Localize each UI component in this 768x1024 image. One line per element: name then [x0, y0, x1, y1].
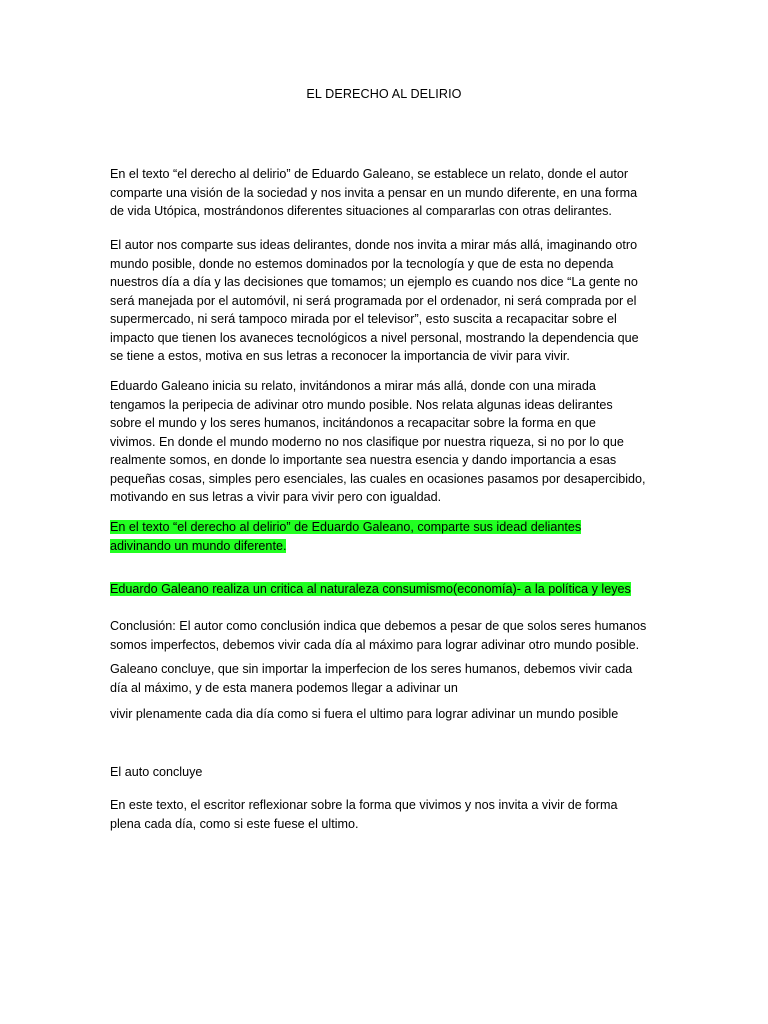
text-line: realmente somos, en donde lo importante sea nuestra esencia y dando importancia a esas [110, 453, 617, 467]
text-line: pequeñas cosas, simples pero esenciales, las cuales en ocasiones pasamos por desapercibido, [110, 471, 646, 486]
paragraph-8 [110, 705, 618, 724]
text-line: En el texto “el derecho al delirio” de Eduardo Galeano, se establece un relato, donde el autor [110, 167, 629, 181]
text-line: tengamos la peripecia de adivinar otro mundo posible. Nos relata algunas ideas delirantes [110, 397, 613, 412]
text-line: impacto que tienen los avaneces tecnológicos a nivel personal, mostrando la dependencia que [110, 330, 639, 345]
paragraph-3 [110, 377, 646, 507]
text-line: El auto concluye [110, 765, 203, 779]
text-line: El autor nos comparte sus ideas delirantes, donde nos invita a mirar más allá, imaginando otro [110, 238, 638, 252]
text-line: mundo posible, donde no estemos dominados por la tecnología y que de esta no dependa [110, 256, 614, 271]
highlighted-paragraph-2 [110, 580, 631, 599]
text-line: comparte una visión de la sociedad y nos invita a pensar en un mundo diferente, en una forma [110, 185, 638, 200]
text-line: Conclusión: El autor como conclusión indica que debemos a pesar de que solos seres humanos [110, 619, 647, 633]
text-line: día al máximo, y de esta manera podemos llegar a adivinar un [110, 680, 458, 695]
text-line: plena cada día, como si este fuese el ultimo. [110, 816, 359, 831]
conclusion-paragraph [110, 617, 646, 654]
paragraph-1 [110, 165, 670, 221]
highlighted-text: adivinando un mundo diferente. [110, 538, 287, 553]
paragraph-7 [110, 660, 632, 697]
paragraph-9 [110, 763, 202, 782]
text-line: supermercado, ni será tampoco mirada por el televisor”, esto suscita a recapacitar sobre el [110, 312, 617, 326]
text-line: Galeano concluye, que sin importar la imperfecion de los seres humanos, debemos vivir cada [110, 662, 633, 676]
highlighted-text: Eduardo Galeano realiza un critica al naturaleza consumismo(economía)- a la política y leyes [110, 582, 631, 596]
text-line: En este texto, el escritor reflexionar sobre la forma que vivimos y nos invita a vivir de forma [110, 798, 618, 812]
paragraph-2 [110, 236, 639, 366]
highlighted-paragraph-1 [110, 518, 581, 555]
document-title: EL DERECHO AL DELIRIO [306, 87, 462, 101]
text-line: nuestros día a día y las decisiones que tomamos; un ejemplo es cuando nos dice “La gente no [110, 275, 638, 289]
paragraph-10 [110, 796, 617, 833]
text-line: Eduardo Galeano inicia su relato, invitándonos a mirar más allá, donde con una mirada [110, 379, 596, 393]
text-line: sobre el mundo y los seres humanos, incitándonos a recapacitar sobre la forma en que [110, 416, 596, 430]
text-line: se tiene a estos, motiva en sus letras a reconocer la importancia de vivir para vivir. [110, 349, 570, 363]
document-body [110, 165, 670, 831]
text-line: somos imperfectos, debemos vivir cada día al máximo para lograr adivinar otro mundo posible. [110, 637, 640, 652]
text-line: vivimos. En donde el mundo moderno no nos clasifique por nuestra riqueza, si no por lo que [110, 434, 624, 449]
text-line: será manejada por el automóvil, ni será programada por el ordenador, ni será comprada por el [110, 293, 637, 308]
text-line: vivir plenamente cada dia día como si fuera el ultimo para lograr adivinar un mundo posible [110, 707, 619, 721]
text-line: motivando en sus letras a vivir para vivir pero con igualdad. [110, 490, 442, 504]
highlighted-text: En el texto “el derecho al delirio” de Eduardo Galeano, comparte sus idead deliantes [110, 520, 582, 534]
text-line: de vida Utópica, mostrándonos diferentes situaciones al compararlas con otras delirantes. [110, 204, 612, 218]
